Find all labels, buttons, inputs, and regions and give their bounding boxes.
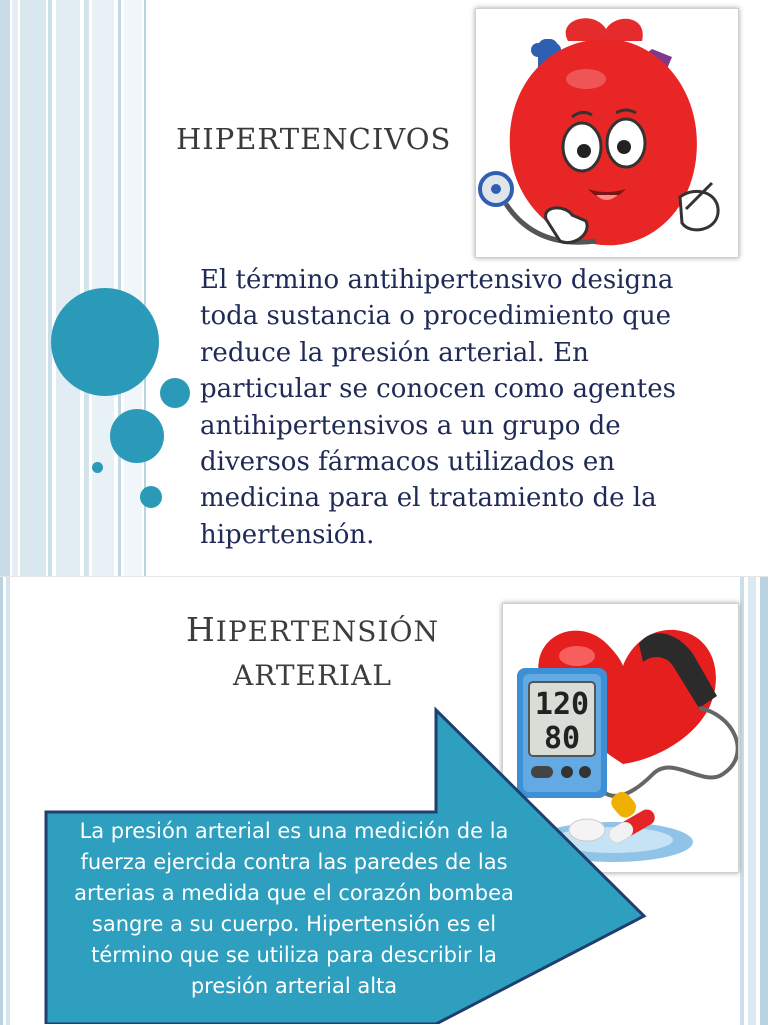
heart-mascot-icon [476, 9, 738, 257]
decor-circle [160, 378, 190, 408]
decor-circle [140, 486, 162, 508]
stripe [118, 0, 121, 576]
stripe [12, 0, 18, 576]
arrow-body-text: La presión arterial es una medición de la fuerza ejercida contra las paredes de las arterias a medida que el corazón bombea sangre a su cuerpo. Hipertensión es el término que se utiliza para describir la presión arterial alta [74, 819, 514, 998]
systolic-value: 120 [534, 687, 590, 722]
heart-mascot-image [475, 8, 739, 258]
slide-body-text: El término antihipertensivo designa toda sustancia o procedimiento que reduce la presión arterial. En particular se conocen como agentes antihipertensivos a un grupo de diversos fármacos utilizados en medicina para el tratamiento de la hipertensión. [200, 265, 676, 550]
decor-circle [110, 409, 164, 463]
title-capital: H [185, 610, 216, 649]
decor-circle [51, 288, 159, 396]
slide-title: HIPERTENCIVOS [176, 122, 452, 156]
stripe [20, 0, 46, 576]
stripe [48, 0, 52, 576]
stripe [84, 0, 89, 576]
decor-circle [92, 462, 103, 473]
stripe [0, 0, 10, 576]
stripe [124, 0, 142, 576]
stripe [56, 0, 80, 576]
title-rest: IPERTENSIÓN [215, 615, 440, 648]
diastolic-value: 80 [543, 721, 581, 756]
title-line2: ARTERIAL [233, 659, 392, 692]
